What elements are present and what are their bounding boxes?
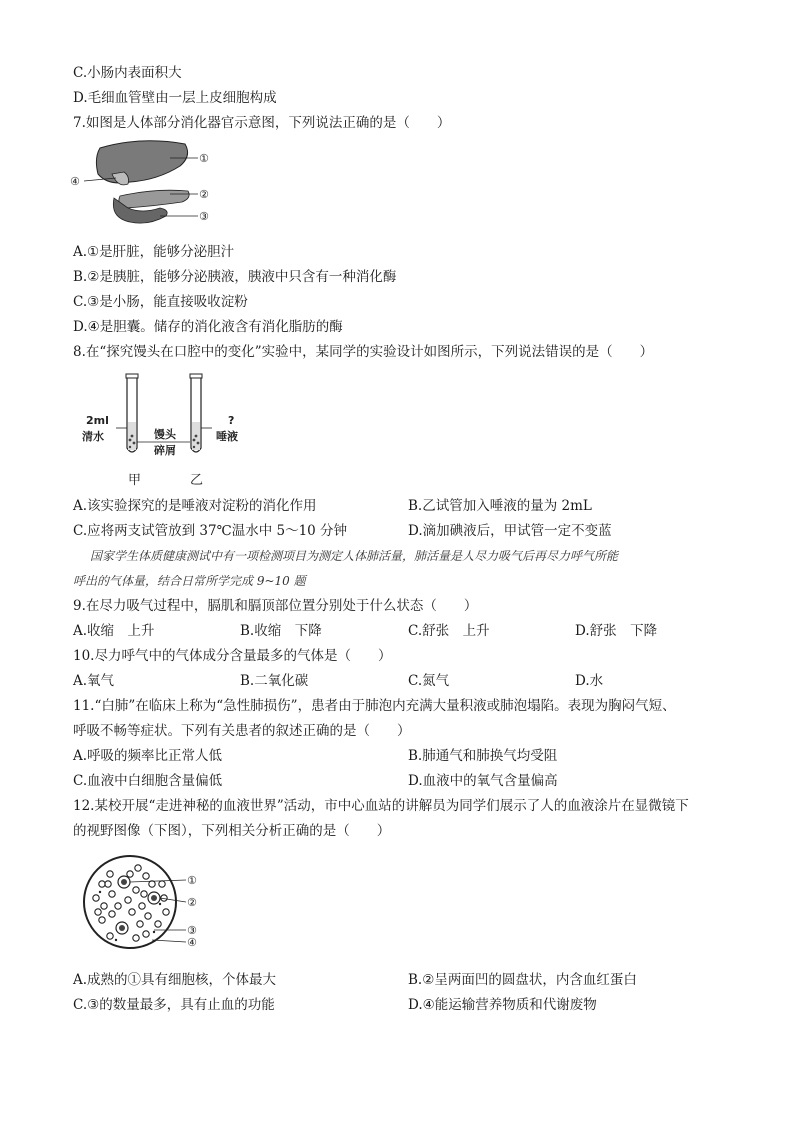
q12-option-a: A.成熟的①具有细胞核，个体最大 xyxy=(73,972,277,988)
label-3: ③ xyxy=(187,924,197,937)
label-1: ① xyxy=(187,874,197,887)
platelet xyxy=(153,931,155,933)
q7-option-d: D.④是胆囊。储存的消化液含有消化脂肪的酶 xyxy=(73,319,343,335)
tube-jia xyxy=(126,374,138,452)
q12-option-d: D.④能运输营养物质和代谢废物 xyxy=(408,997,597,1013)
q10-stem: 10.尽力呼气中的气体成分含量最多的气体是（ ） xyxy=(73,648,392,664)
bread-label: 馒头 xyxy=(154,428,176,441)
q8-stem: 8.在“探究馒头在口腔中的变化”实验中，某同学的实验设计如图所示，下列说法错误的是（ ） xyxy=(73,344,654,360)
q7-option-a: A.①是肝脏，能够分泌胆汁 xyxy=(73,244,235,260)
q8-option-b: B.乙试管加入唾液的量为 2mL xyxy=(408,498,592,514)
tube-yi xyxy=(190,374,202,452)
q7-option-c: C.③是小肠，能直接吸收淀粉 xyxy=(73,294,248,310)
test-tubes-figure xyxy=(82,370,262,490)
q9-option-b: B.收缩 下降 xyxy=(240,623,322,639)
q10-option-b: B.二氧化碳 xyxy=(240,673,309,689)
q11-option-a: A.呼吸的频率比正常人低 xyxy=(73,748,223,764)
q12-option-c: C.③的数量最多，具有止血的功能 xyxy=(73,997,275,1013)
platelet xyxy=(115,939,117,941)
water-label: 清水 xyxy=(82,430,104,443)
q10-option-c: C.氮气 xyxy=(408,673,450,689)
label-2: ② xyxy=(199,188,209,201)
q6-option-d: D.毛细血管壁由一层上皮细胞构成 xyxy=(73,90,277,106)
q7-option-b: B.②是胰脏，能够分泌胰液，胰液中只含有一种消化酶 xyxy=(73,269,397,285)
q11-option-b: B.肺通气和肺换气均受阻 xyxy=(408,748,558,764)
q10-option-a: A.氧气 xyxy=(73,673,115,689)
label-2: ② xyxy=(187,896,197,909)
q8-option-d: D.滴加碘液后，甲试管一定不变蓝 xyxy=(408,523,612,539)
q11-stem-line-2: 呼吸不畅等症状。下列有关患者的叙述正确的是（ ） xyxy=(73,723,411,739)
crumbs-label: 碎屑 xyxy=(154,444,176,457)
q12-stem-line-2: 的视野图像（下图），下列相关分析正确的是（ ） xyxy=(73,823,391,839)
digestive-organs-figure xyxy=(70,136,220,231)
q7-stem: 7.如图是人体部分消化器官示意图，下列说法正确的是（ ） xyxy=(73,115,451,131)
q8-option-a: A.该实验探究的是唾液对淀粉的消化作用 xyxy=(73,498,317,514)
q8-option-c: C.应将两支试管放到 37℃温水中 5～10 分钟 xyxy=(73,523,348,539)
q9-stem: 9.在尽力吸气过程中，膈肌和膈顶部位置分别处于什么状态（ ） xyxy=(73,598,478,614)
intro-line-2: 呼出的气体量，结合日常所学完成 9~10 题 xyxy=(73,574,306,588)
q12-stem-line-1: 12.某校开展“走进神秘的血液世界”活动，市中心血站的讲解员为同学们展示了人的血液涂片在显微镜下 xyxy=(73,798,689,814)
label-4: ④ xyxy=(187,936,197,949)
tube-yi-label: 乙 xyxy=(190,473,204,488)
q6-option-c: C.小肠内表面积大 xyxy=(73,65,182,81)
intro-line-1: 国家学生体质健康测试中有一项检测项目为测定人体肺活量，肺活量是人尽力吸气后再尽力呼气所能 xyxy=(90,549,619,563)
q9-option-d: D.舒张 下降 xyxy=(575,623,658,639)
saliva-label: 唾液 xyxy=(216,430,238,443)
q11-option-d: D.血液中的氧气含量偏高 xyxy=(408,773,558,789)
pancreas-shape xyxy=(119,190,189,208)
platelet xyxy=(159,903,161,905)
q9-option-a: A.收缩 上升 xyxy=(73,623,155,639)
platelet xyxy=(99,891,101,893)
q11-stem-line-1: 11.“白肺”在临床上称为“急性肺损伤”，患者由于肺泡内充满大量积液或肺泡塌陷。表现为胸闷气短、 xyxy=(73,698,676,714)
q9-option-c: C.舒张 上升 xyxy=(408,623,490,639)
label-4: ④ xyxy=(70,175,80,188)
unknown-volume-label: ? xyxy=(228,414,235,427)
q11-option-c: C.血液中白细胞含量偏低 xyxy=(73,773,223,789)
blood-smear-figure xyxy=(82,854,212,954)
q10-option-d: D.水 xyxy=(575,673,604,689)
label-1: ① xyxy=(199,152,209,165)
label-3: ③ xyxy=(199,210,209,223)
q12-option-b: B.②呈两面凹的圆盘状，内含血红蛋白 xyxy=(408,972,637,988)
volume-label: 2ml xyxy=(86,414,109,427)
liver-shape xyxy=(96,141,187,183)
tube-jia-label: 甲 xyxy=(128,473,142,488)
